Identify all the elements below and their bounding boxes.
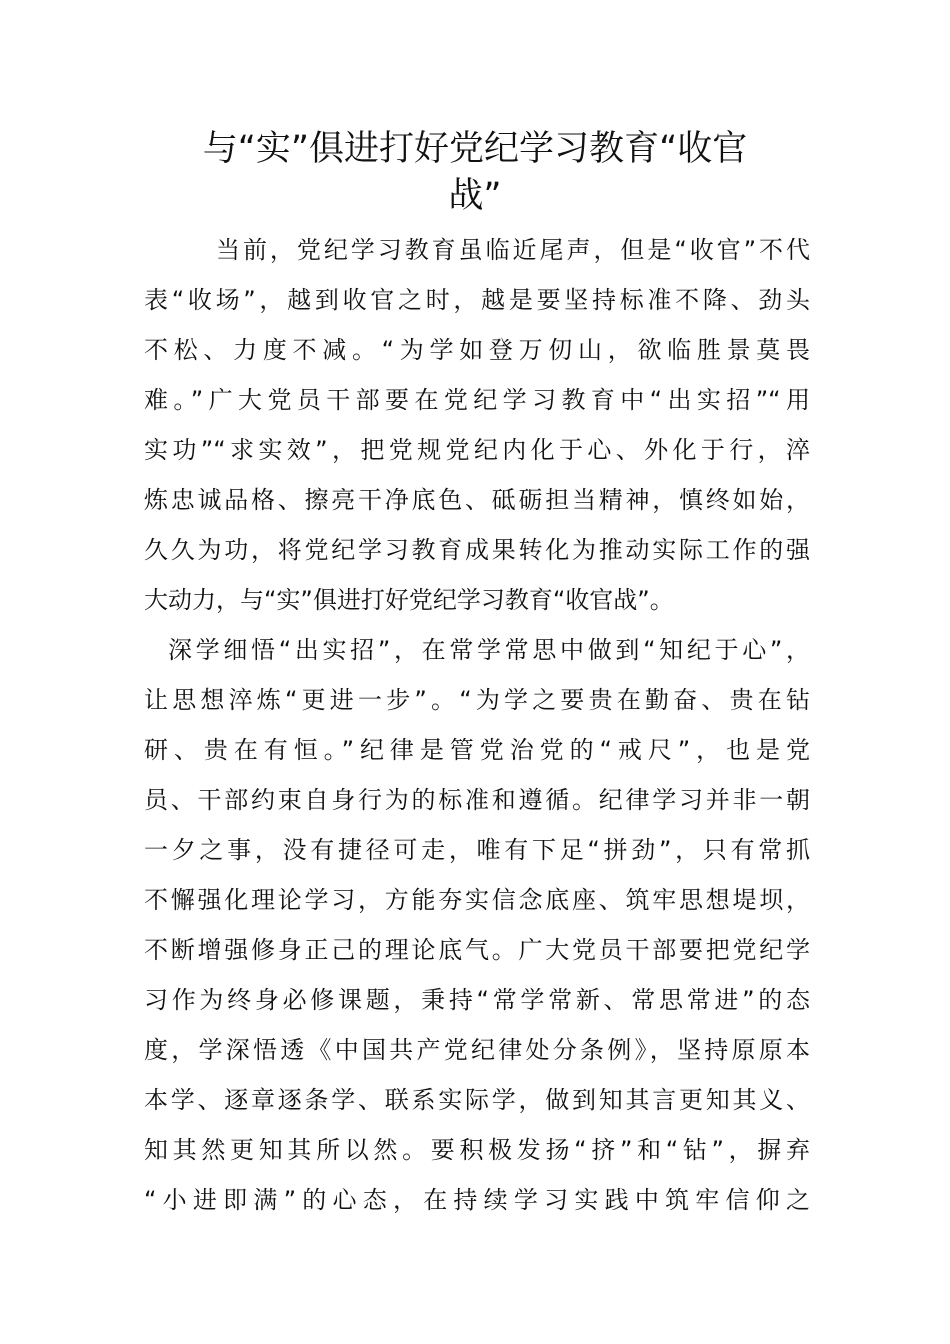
paragraph-line: 员、干部约束自身行为的标准和遵循。纪律学习并非一朝 [144,786,810,814]
paragraph-line: 知其然更知其所以然。要积极发扬“挤”和“钻”，摒弃 [144,1136,810,1164]
paragraph-line: 习作为终身必修课题，秉持“常学常新、常思常进”的态 [144,986,810,1014]
paragraph-line: 不松、力度不减。“为学如登万仞山，欲临胜景莫畏 [144,336,810,364]
paragraph-line: 本学、逐章逐条学、联系实际学，做到知其言更知其义、 [144,1086,810,1114]
paragraph-line: 表“收场”，越到收官之时，越是要坚持标准不降、劲头 [144,286,810,314]
paragraph-line: 不断增强修身正己的理论底气。广大党员干部要把党纪学 [144,936,810,964]
paragraph-line: 难。”广大党员干部要在党纪学习教育中“出实招”“用 [144,386,810,414]
paragraph-1 [144,225,810,625]
paragraph-line: 当前，党纪学习教育虽临近尾声，但是“收官”不代 [216,236,810,264]
paragraph-line: 不懈强化理论学习，方能夯实信念底座、筑牢思想堤坝， [144,886,810,914]
paragraph-line: 研、贵在有恒。”纪律是管党治党的“戒尺”，也是党 [144,736,810,764]
paragraph-line: 大动力，与“实”俱进打好党纪学习教育“收官战”。 [144,586,674,614]
paragraph-line: 深学细悟“出实招”，在常学常思中做到“知纪于心”， [168,636,810,664]
paragraph-line: 让思想淬炼“更进一步”。“为学之要贵在勤奋、贵在钻 [144,686,810,714]
paragraph-line: 炼忠诚品格、擦亮干净底色、砥砺担当精神，慎终如始， [144,486,810,514]
paragraph-line: 度，学深悟透《中国共产党纪律处分条例》，坚持原原本 [144,1036,810,1064]
document-title [140,126,810,220]
paragraph-line: 实功”“求实效”，把党规党纪内化于心、外化于行，淬 [144,436,810,464]
document-body [144,225,810,1225]
title-line-1: 与“实”俱进打好党纪学习教育“收官 [202,129,748,169]
paragraph-line: 一夕之事，没有捷径可走，唯有下足“拼劲”，只有常抓 [144,836,810,864]
paragraph-2 [144,625,810,1225]
paragraph-line: 久久为功，将党纪学习教育成果转化为推动实际工作的强 [144,536,810,564]
paragraph-line: “小进即满”的心态，在持续学习实践中筑牢信仰之 [144,1186,810,1214]
title-line-2: 战” [448,176,502,216]
